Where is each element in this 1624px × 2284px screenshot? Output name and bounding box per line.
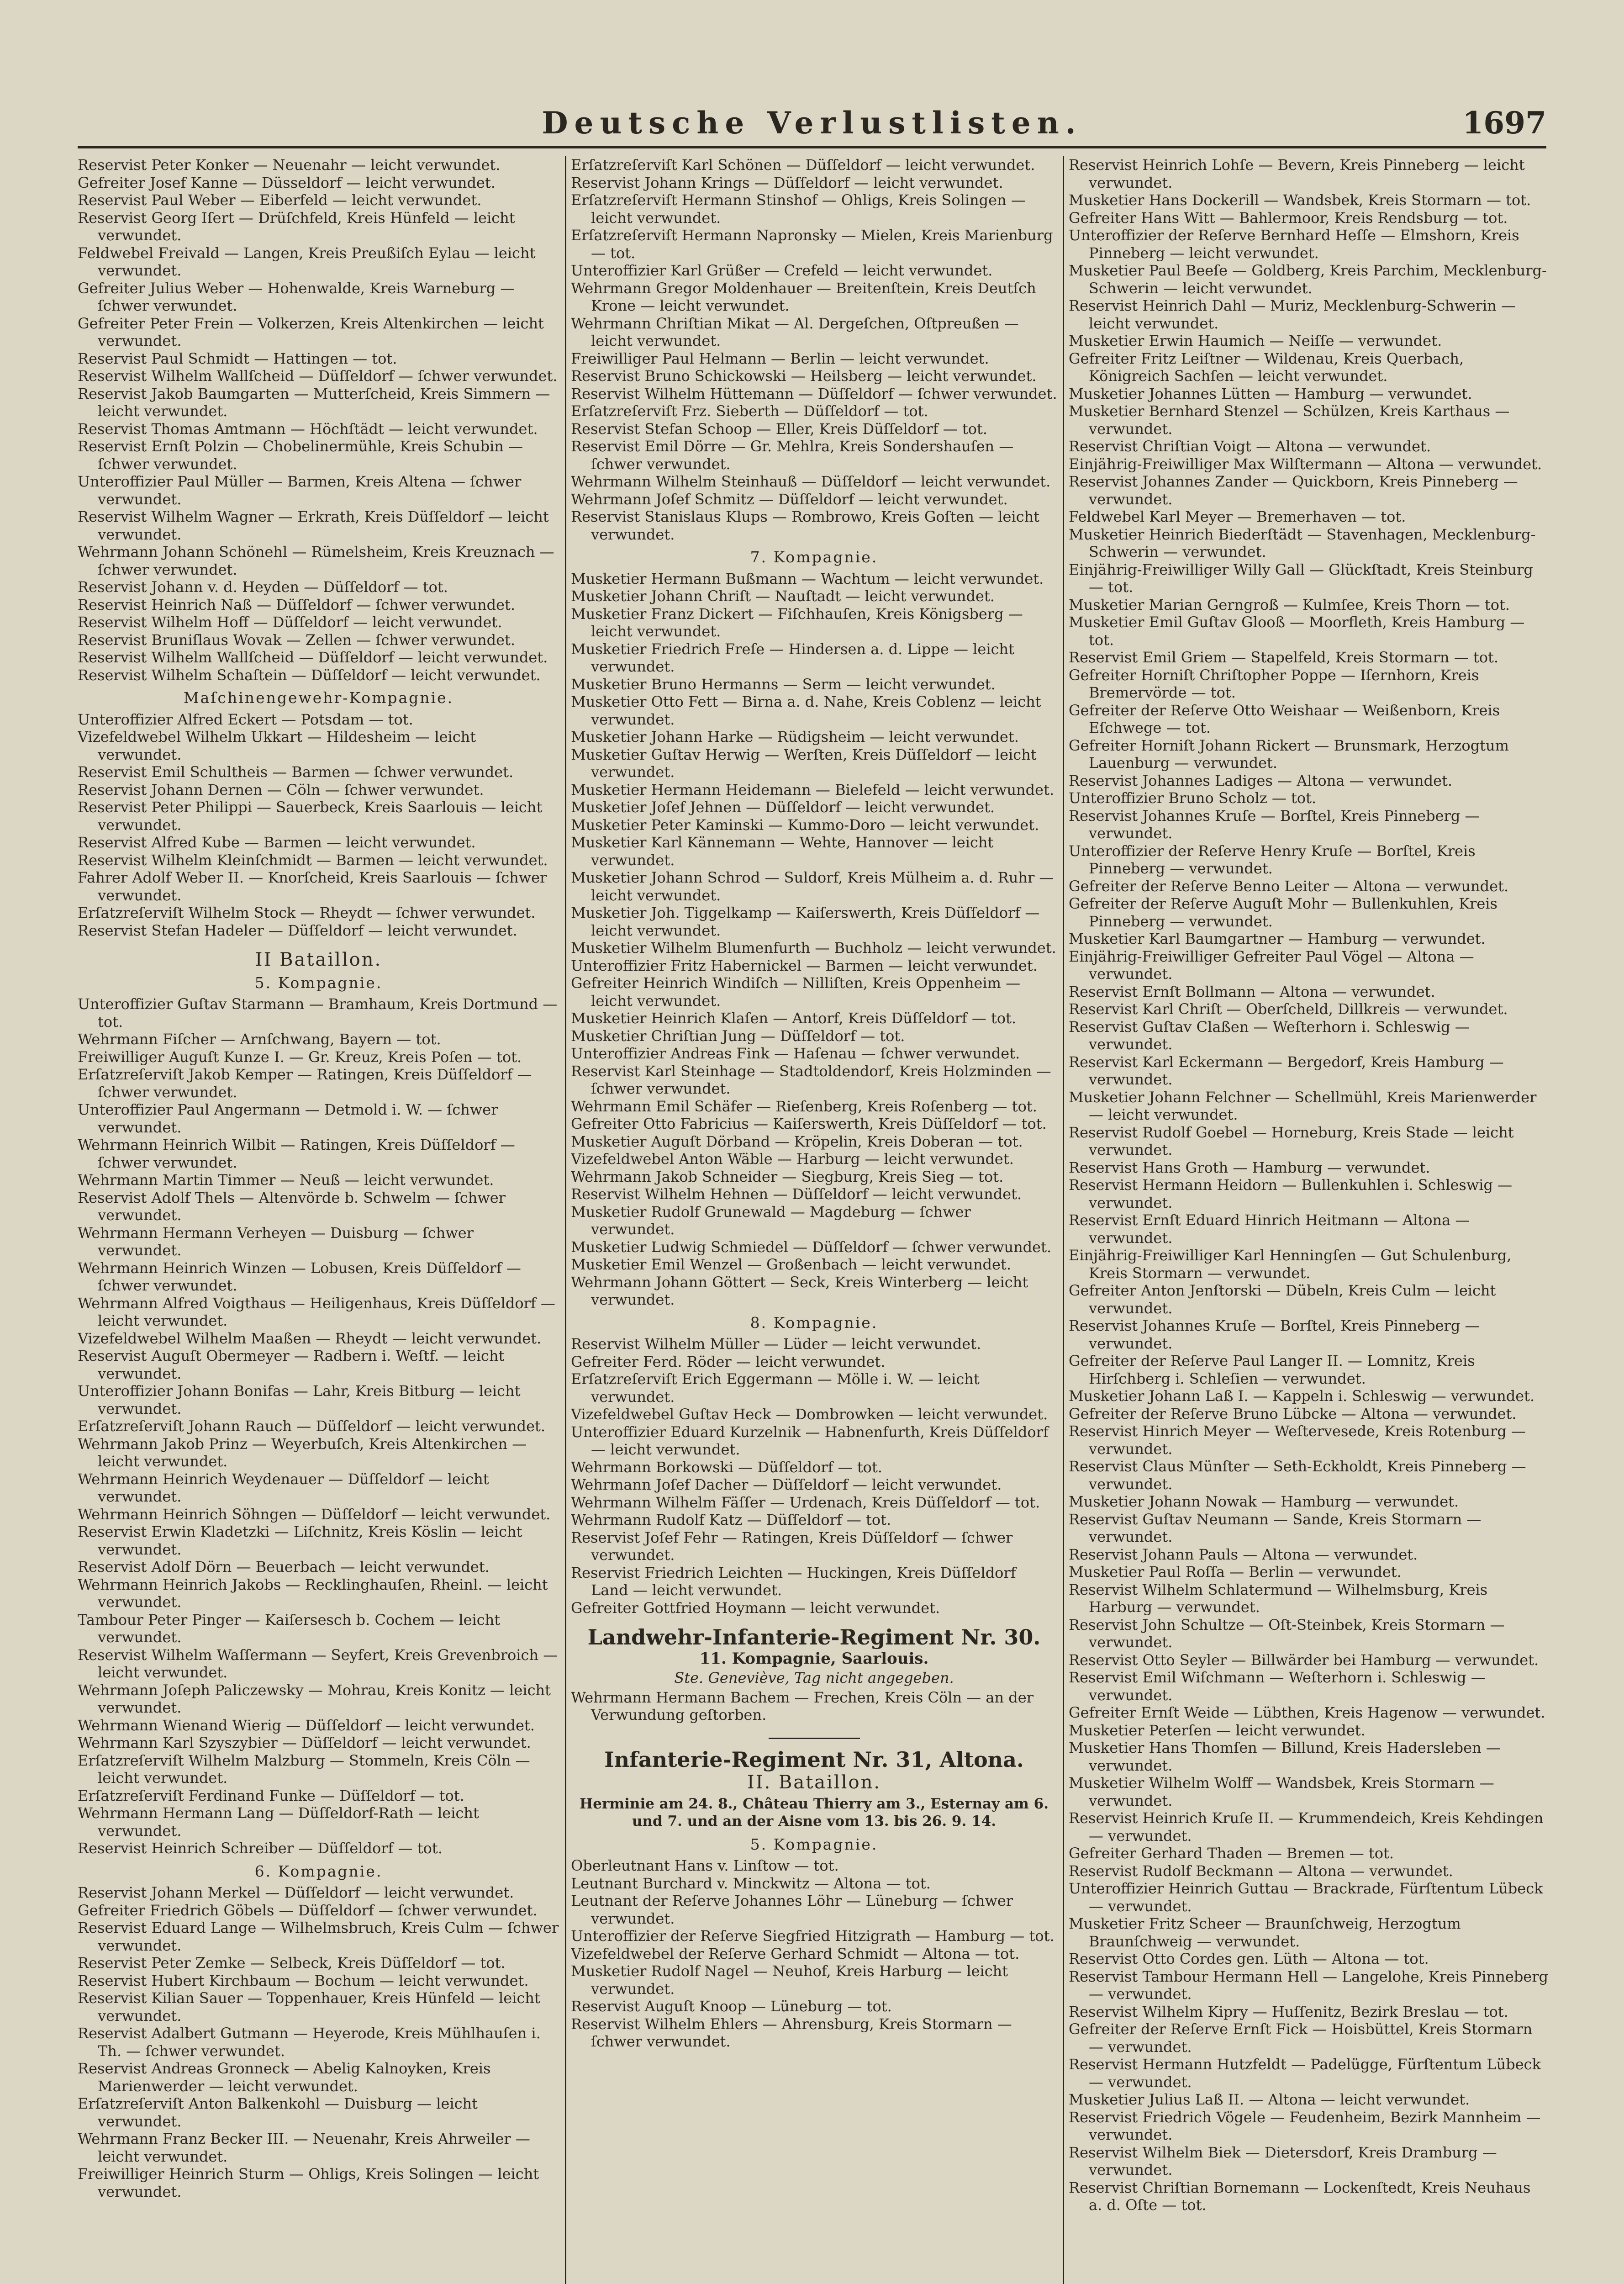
- casualty-entry: Reservist Johannes Kruſe — Borſtel, Kreis Pinneberg — verwundet.: [1069, 1317, 1480, 1352]
- casualty-entry: Musketier Guſtav Herwig — Werſten, Kreis Düſſeldorf — leicht verwundet.: [571, 745, 1037, 781]
- casualty-entry: Erſatzreſerviſt Hermann Stinshof — Ohligs, Kreis Solingen — leicht verwundet.: [571, 191, 1026, 227]
- casualty-entry: Reservist Emil Griem — Stapelfeld, Kreis Stormarn — tot.: [1069, 649, 1499, 666]
- casualty-entry: Musketier Otto Fett — Birna a. d. Nahe, Kreis Coblenz — leicht verwundet.: [571, 693, 1041, 728]
- casualty-entry: Reservist Thomas Amtmann — Höchſtädt — leicht verwundet.: [78, 420, 538, 438]
- casualty-entry: Einjährig-Freiwilliger Max Wilſtermann — Altona — verwundet.: [1069, 455, 1542, 473]
- casualty-entry: Wehrmann Franz Becker III. — Neuenahr, Kreis Ahrweiler — leicht verwundet.: [78, 2130, 530, 2165]
- casualty-entry: Reservist Georg Iſert — Drüſchfeld, Kreis Hünfeld — leicht verwundet.: [78, 209, 515, 244]
- casualty-entry: Musketier Friedrich Freſe — Hindersen a. d. Lippe — leicht verwundet.: [571, 640, 1014, 675]
- casualty-list: [78, 995, 559, 1857]
- casualty-entry: Reservist Johannes Zander — Quickborn, Kreis Pinneberg — verwundet.: [1069, 473, 1518, 508]
- casualty-entry: Reservist Guſtav Neumann — Sande, Kreis Stormarn — verwundet.: [1069, 1510, 1482, 1545]
- column-right: [1069, 156, 1548, 2284]
- casualty-list: [78, 711, 559, 940]
- casualty-list: [78, 1884, 559, 2200]
- page-number: 1697: [1462, 105, 1546, 141]
- casualty-entry: Musketier Bernhard Stenzel — Schülzen, Kreis Karthaus — verwundet.: [1069, 402, 1510, 438]
- casualty-entry: Unteroffizier Andreas Fink — Haſenau — ſchwer verwundet.: [571, 1045, 1020, 1062]
- casualty-entry: Vizefeldwebel Anton Wäble — Harburg — leicht verwundet.: [571, 1150, 1014, 1168]
- casualty-entry: Reservist Peter Zemke — Selbeck, Kreis Düſſeldorf — tot.: [78, 1954, 506, 1972]
- casualty-entry: Reservist Wilhelm Ehlers — Ahrensburg, Kreis Stormarn — ſchwer verwundet.: [571, 2015, 1012, 2050]
- casualty-entry: Vizefeldwebel Wilhelm Maaßen — Rheydt — leicht verwundet.: [78, 1329, 542, 1347]
- casualty-entry: Reservist Rudolf Beckmann — Altona — verwundet.: [1069, 1862, 1453, 1880]
- casualty-entry: Gefreiter Horniſt Chriſtopher Poppe — Iſernhorn, Kreis Bremervörde — tot.: [1069, 666, 1479, 701]
- column-rule-right: [1063, 156, 1064, 2284]
- casualty-entry: Gefreiter Friedrich Göbels — Düſſeldorf — ſchwer verwundet.: [78, 1901, 538, 1919]
- casualty-entry: Reservist Johann Pauls — Altona — verwundet.: [1069, 1545, 1418, 1563]
- casualty-entry: Reservist Wilhelm Hehnen — Düſſeldorf — leicht verwundet.: [571, 1185, 1022, 1203]
- regiment-heading: Infanterie-Regiment Nr. 31, Altona.: [604, 1747, 1024, 1772]
- casualty-entry: Einjährig-Freiwilliger Karl Henningſen — Gut Schulenburg, Kreis Stormarn — verwundet.: [1069, 1247, 1512, 1282]
- casualty-entry: Unteroffizier Guſtav Starmann — Bramhaum, Kreis Dortmund — tot.: [78, 995, 558, 1031]
- casualty-entry: Reservist Johann v. d. Heyden — Düſſeldorf — tot.: [78, 578, 448, 596]
- casualty-entry: Musketier Peter Kaminski — Kummo-Doro — leicht verwundet.: [571, 816, 1039, 834]
- casualty-entry: Reservist Hinrich Meyer — Weſtervesede, Kreis Rotenburg — verwundet.: [1069, 1422, 1526, 1458]
- casualty-entry: Tambour Peter Pinger — Kaiſersesch b. Cochem — leicht verwundet.: [78, 1611, 501, 1646]
- casualty-entry: Musketier Ludwig Schmiedel — Düſſeldorf — ſchwer verwundet.: [571, 1238, 1052, 1256]
- casualty-entry: Reservist Guſtav Claßen — Weſterhorn i. Schleswig — verwundet.: [1069, 1018, 1470, 1053]
- casualty-entry: Reservist Wilhelm Wallſcheid — Düſſeldorf — ſchwer verwundet.: [78, 367, 558, 385]
- page-title: Deutsche Verlustlisten.: [542, 105, 1082, 141]
- casualty-entry: Reservist Heinrich Kruſe II. — Krummendeich, Kreis Kehdingen — verwundet.: [1069, 1809, 1544, 1845]
- casualty-entry: Reservist Adolf Dörn — Beuerbach — leicht verwundet.: [78, 1558, 490, 1576]
- casualty-entry: Reservist Emil Wiſchmann — Weſterhorn i. Schleswig — verwundet.: [1069, 1669, 1486, 1704]
- casualty-entry: Reservist Auguſt Obermeyer — Radbern i. Weſtf. — leicht verwundet.: [78, 1347, 505, 1382]
- casualty-entry: Musketier Johann Schrod — Suldorf, Kreis Mülheim a. d. Ruhr — leicht verwundet.: [571, 869, 1054, 904]
- casualty-entry: Reservist Emil Dörre — Gr. Mehlra, Kreis Sondershauſen — ſchwer verwundet.: [571, 438, 1014, 473]
- casualty-entry: Reservist Rudolf Goebel — Horneburg, Kreis Stade — leicht verwundet.: [1069, 1123, 1514, 1158]
- casualty-entry: Gefreiter der Reſerve Bruno Lübcke — Altona — verwundet.: [1069, 1405, 1517, 1422]
- casualty-entry: Reservist Wilhelm Hüttemann — Düſſeldorf — ſchwer verwundet.: [571, 385, 1057, 402]
- battle-info: Ste. Geneviève, Tag nicht angegeben.: [674, 1669, 954, 1687]
- casualty-entry: Gefreiter Horniſt Johann Rickert — Brunsmark, Herzogtum Lauenburg — verwundet.: [1069, 736, 1509, 772]
- casualty-entry: Reservist Stefan Hadeler — Düſſeldorf — leicht verwundet.: [78, 921, 517, 939]
- casualty-entry: Musketier Wilhelm Wolff — Wandsbek, Kreis Stormarn — verwundet.: [1069, 1774, 1494, 1809]
- casualty-entry: Unteroffizier der Reſerve Henry Kruſe — Borſtel, Kreis Pinneberg — verwundet.: [1069, 842, 1476, 877]
- casualty-entry: Unteroffizier Eduard Kurzelnik — Habnenfurth, Kreis Düſſeldorf — leicht verwundet.: [571, 1423, 1049, 1458]
- casualty-entry: Reservist Heinrich Lohſe — Bevern, Kreis Pinneberg — leicht verwundet.: [1069, 156, 1525, 191]
- casualty-entry: Gefreiter Ernſt Weide — Lübthen, Kreis Hagenow — verwundet.: [1069, 1704, 1545, 1721]
- casualty-entry: Reservist Peter Philippi — Sauerbeck, Kreis Saarlouis — leicht verwundet.: [78, 798, 543, 834]
- casualty-entry: Wehrmann Rudolf Katz — Düſſeldorf — tot.: [571, 1511, 891, 1528]
- company-heading: 5. Kompagnie.: [750, 1835, 878, 1853]
- casualty-list: [571, 1335, 1057, 1617]
- casualty-entry: Gefreiter der Reſerve Auguſt Mohr — Bullenkuhlen, Kreis Pinneberg — verwundet.: [1069, 895, 1497, 930]
- casualty-entry: Unteroffizier Karl Grüßer — Crefeld — leicht verwundet.: [571, 262, 993, 279]
- casualty-entry: Erſatzreſerviſt Frz. Sieberth — Düſſeldorf — tot.: [571, 402, 928, 420]
- casualty-entry: Unteroffizier Paul Angermann — Detmold i. W. — ſchwer verwundet.: [78, 1101, 498, 1136]
- casualty-entry: Reservist Tambour Hermann Hell — Langelohe, Kreis Pinneberg — verwundet.: [1069, 1967, 1548, 2003]
- casualty-entry: Reservist Heinrich Dahl — Muriz, Mecklenburg-Schwerin — leicht verwundet.: [1069, 297, 1516, 332]
- casualty-entry: Wehrmann Wilhelm Steinhauß — Düſſeldorf — leicht verwundet.: [571, 473, 1051, 490]
- casualty-entry: Feldwebel Karl Meyer — Bremerhaven — tot.: [1069, 508, 1406, 525]
- casualty-entry: Musketier Paul Beeſe — Goldberg, Kreis Parchim, Mecklenburg-Schwerin — leicht verwundet.: [1069, 262, 1547, 297]
- casualty-entry: Vizefeldwebel der Reſerve Gerhard Schmidt — Altona — tot.: [571, 1945, 1020, 1962]
- casualty-entry: Musketier Erwin Haumich — Neiſſe — verwundet.: [1069, 332, 1442, 349]
- casualty-entry: Musketier Chriſtian Jung — Düſſeldorf — tot.: [571, 1027, 905, 1045]
- casualty-entry: Wehrmann Emil Schäfer — Rieſenberg, Kreis Roſenberg — tot.: [571, 1097, 1037, 1115]
- casualty-entry: Reservist Chriſtian Voigt — Altona — verwundet.: [1069, 438, 1431, 455]
- casualty-entry: Wehrmann Johann Göttert — Seck, Kreis Winterberg — leicht verwundet.: [571, 1273, 1028, 1308]
- casualty-entry: Vizefeldwebel Wilhelm Ukkart — Hildesheim — leicht verwundet.: [78, 728, 476, 763]
- casualty-entry: Gefreiter Gottfried Hoymann — leicht verwundet.: [571, 1599, 940, 1617]
- casualty-entry: Wehrmann Jakob Schneider — Siegburg, Kreis Sieg — tot.: [571, 1168, 1004, 1185]
- casualty-entry: Reservist Wilhelm Waſſermann — Seyfert, Kreis Grevenbroich — leicht verwundet.: [78, 1646, 558, 1681]
- casualty-entry: Reservist Kilian Sauer — Toppenhauer, Kreis Hünfeld — leicht verwundet.: [78, 1989, 540, 2025]
- casualty-entry: Wehrmann Heinrich Wilbit — Ratingen, Kreis Düſſeldorf — ſchwer verwundet.: [78, 1136, 515, 1171]
- casualty-entry: Freiwilliger Paul Helmann — Berlin — leicht verwundet.: [571, 349, 989, 367]
- casualty-list: [1069, 156, 1548, 2214]
- casualty-entry: Reservist Karl Eckermann — Bergedorf, Kreis Hamburg — verwundet.: [1069, 1053, 1504, 1088]
- casualty-entry: Musketier Hans Thomſen — Billund, Kreis Hadersleben — verwundet.: [1069, 1739, 1501, 1774]
- casualty-entry: Musketier Johann Felchner — Schellmühl, Kreis Marienwerder — leicht verwundet.: [1069, 1088, 1537, 1123]
- casualty-entry: Reservist Wilhelm Biek — Dietersdorf, Kreis Dramburg — verwundet.: [1069, 2143, 1497, 2178]
- casualty-entry: Unteroffizier Paul Müller — Barmen, Kreis Altena — ſchwer verwundet.: [78, 473, 522, 508]
- casualty-entry: Wehrmann Joſef Schmitz — Düſſeldorf — leicht verwundet.: [571, 490, 1008, 508]
- casualty-entry: Unteroffizier Johann Bonifas — Lahr, Kreis Bitburg — leicht verwundet.: [78, 1382, 521, 1417]
- casualty-entry: Wehrmann Chriſtian Mikat — Al. Dergeſchen, Oſtpreußen — leicht verwundet.: [571, 314, 1019, 349]
- casualty-entry: Erſatzreſerviſt Anton Balkenkohl — Duisburg — leicht verwundet.: [78, 2095, 478, 2130]
- casualty-entry: Musketier Bruno Hermanns — Serm — leicht verwundet.: [571, 675, 996, 693]
- casualty-entry: Reservist Johannes Kruſe — Borſtel, Kreis Pinneberg — verwundet.: [1069, 807, 1480, 842]
- casualty-entry: Reservist Andreas Gronneck — Abelig Kalnoyken, Kreis Marienwerder — leicht verwundet.: [78, 2060, 491, 2095]
- casualty-entry: Erſatzreſerviſt Johann Rauch — Düſſeldorf — leicht verwundet.: [78, 1417, 546, 1435]
- battalion-heading: II Bataillon.: [255, 949, 382, 970]
- casualty-entry: Musketier Johann Nowak — Hamburg — verwundet.: [1069, 1493, 1459, 1510]
- casualty-entry: Gefreiter der Reſerve Ernſt Fick — Hoisbüttel, Kreis Stormarn — verwundet.: [1069, 2020, 1533, 2056]
- casualty-entry: Reservist Wilhelm Wagner — Erkrath, Kreis Düſſeldorf — leicht verwundet.: [78, 508, 549, 543]
- casualty-entry: Reservist Peter Konker — Neuenahr — leicht verwundet.: [78, 156, 501, 174]
- casualty-entry: Erſatzreſerviſt Jakob Kemper — Ratingen, Kreis Düſſeldorf — ſchwer verwundet.: [78, 1066, 532, 1101]
- casualty-entry: Musketier Rudolf Grunewald — Magdeburg — ſchwer verwundet.: [571, 1203, 971, 1238]
- casualty-entry: Reservist Wilhelm Wallſcheid — Düſſeldorf — leicht verwundet.: [78, 649, 548, 666]
- casualty-entry: Reservist Bruniſlaus Wovak — Zellen — ſchwer verwundet.: [78, 631, 516, 649]
- casualty-entry: Reservist Hermann Heidorn — Bullenkuhlen i. Schleswig — verwundet.: [1069, 1176, 1513, 1211]
- casualty-entry: Reservist Hans Groth — Hamburg — verwundet.: [1069, 1158, 1430, 1176]
- casualty-entry: Musketier Joſef Jehnen — Düſſeldorf — leicht verwundet.: [571, 798, 995, 816]
- casualty-entry: Gefreiter der Reſerve Otto Weishaar — Weißenborn, Kreis Eſchwege — tot.: [1069, 701, 1500, 736]
- casualty-entry: Musketier Franz Dickert — Fiſchhauſen, Kreis Königsberg — leicht verwundet.: [571, 605, 1023, 640]
- casualty-entry: Gefreiter Heinrich Windiſch — Nilliſten, Kreis Oppenheim — leicht verwundet.: [571, 974, 1021, 1010]
- casualty-entry: Einjährig-Freiwilliger Willy Gall — Glückſtadt, Kreis Steinburg — tot.: [1069, 560, 1533, 596]
- casualty-entry: Oberleutnant Hans v. Linſtow — tot.: [571, 1857, 839, 1874]
- page-header: [78, 105, 1546, 148]
- casualty-entry: Reservist Wilhelm Schlatermund — Wilhelmsburg, Kreis Harburg — verwundet.: [1069, 1581, 1488, 1616]
- casualty-entry: Unteroffizier Alfred Eckert — Potsdam — tot.: [78, 710, 413, 728]
- casualty-entry: Wehrmann Karl Szyszybier — Düſſeldorf — leicht verwundet.: [78, 1734, 531, 1751]
- casualty-entry: Reservist Paul Weber — Eiberfeld — leicht verwundet.: [78, 191, 482, 209]
- casualty-entry: Reservist Adalbert Gutmann — Heyerode, Kreis Mühlhauſen i. Th. — ſchwer verwundet.: [78, 2025, 541, 2060]
- casualty-entry: Wehrmann Heinrich Söhngen — Düſſeldorf — leicht verwundet.: [78, 1505, 551, 1523]
- casualty-entry: Gefreiter Josef Kanne — Düsseldorf — leicht verwundet.: [78, 174, 496, 191]
- casualty-entry: Wehrmann Wienand Wierig — Düſſeldorf — leicht verwundet.: [78, 1716, 535, 1734]
- casualty-entry: Erſatzreſerviſt Erich Eggermann — Mölle i. W. — leicht verwundet.: [571, 1370, 980, 1406]
- casualty-entry: Gefreiter Gerhard Thaden — Bremen — tot.: [1069, 1845, 1394, 1862]
- casualty-list: [571, 1689, 1057, 1724]
- column-middle: [571, 156, 1057, 2284]
- casualty-entry: Wehrmann Joſef Dacher — Düſſeldorf — leicht verwundet.: [571, 1476, 1002, 1493]
- casualty-entry: Reservist Auguſt Knoop — Lüneburg — tot.: [571, 1998, 892, 2015]
- casualty-entry: Feldwebel Freivald — Langen, Kreis Preußiſch Eylau — leicht verwundet.: [78, 244, 536, 279]
- casualty-entry: Wehrmann Hermann Lang — Düſſeldorf-Rath — leicht verwundet.: [78, 1804, 479, 1840]
- casualty-entry: Musketier Johann Chriſt — Nauſtadt — leicht verwundet.: [571, 587, 995, 605]
- casualty-entry: Wehrmann Alfred Voigthaus — Heiligenhaus, Kreis Düſſeldorf — leicht verwundet.: [78, 1294, 555, 1329]
- casualty-entry: Erſatzreſerviſt Karl Schönen — Düſſeldorf — leicht verwundet.: [571, 156, 1035, 174]
- casualty-entry: Wehrmann Borkowski — Düſſeldorf — tot.: [571, 1458, 882, 1476]
- casualty-entry: Erſatzreſerviſt Wilhelm Stock — Rheydt — ſchwer verwundet.: [78, 904, 536, 921]
- casualty-entry: Reservist Friedrich Vögele — Feudenheim, Bezirk Mannheim — verwundet.: [1069, 2108, 1541, 2143]
- company-heading: 8. Kompagnie.: [750, 1313, 878, 1332]
- casualty-entry: Reservist Jakob Baumgarten — Mutterſcheid, Kreis Simmern — leicht verwundet.: [78, 385, 550, 420]
- casualty-entry: Wehrmann Joſeph Paliczewsky — Mohrau, Kreis Konitz — leicht verwundet.: [78, 1681, 551, 1716]
- casualty-entry: Gefreiter Julius Weber — Hohenwalde, Kreis Warneburg — ſchwer verwundet.: [78, 279, 515, 314]
- casualty-entry: Erſatzreſerviſt Hermann Napronsky — Mielen, Kreis Marienburg — tot.: [571, 227, 1053, 262]
- company-heading: 6. Kompagnie.: [254, 1862, 383, 1880]
- casualty-entry: Musketier Marian Gerngroß — Kulmſee, Kreis Thorn — tot.: [1069, 596, 1510, 613]
- casualty-entry: Musketier Karl Kännemann — Wehte, Hannover — leicht verwundet.: [571, 834, 994, 869]
- casualty-entry: Wehrmann Fiſcher — Arnſchwang, Bayern — tot.: [78, 1031, 441, 1048]
- battle-info: Herminie am 24. 8., Château Thierry am 3., Esternay am 6. und 7. und an der Aisne vom 13. bis 26. 9. 14.: [580, 1795, 1049, 1829]
- casualty-entry: Reservist Joſef Fehr — Ratingen, Kreis Düſſeldorf — ſchwer verwundet.: [571, 1528, 1013, 1564]
- casualty-entry: Wehrmann Heinrich Jakobs — Recklinghauſen, Rheinl. — leicht verwundet.: [78, 1576, 548, 1611]
- casualty-entry: Reservist Wilhelm Hoff — Düſſeldorf — leicht verwundet.: [78, 613, 502, 631]
- casualty-entry: Reservist Ernſt Bollmann — Altona — verwundet.: [1069, 983, 1435, 1000]
- casualty-entry: Musketier Joh. Tiggelkamp — Kaiſerswerth, Kreis Düſſeldorf — leicht verwundet.: [571, 904, 1040, 939]
- casualty-entry: Freiwilliger Auguſt Kunze I. — Gr. Kreuz, Kreis Poſen — tot.: [78, 1048, 522, 1066]
- casualty-entry: Reservist Hubert Kirchbaum — Bochum — leicht verwundet.: [78, 1972, 529, 1989]
- casualty-entry: Gefreiter der Reſerve Paul Langer II. — Lomnitz, Kreis Hirſchberg i. Schleſien — verwundet.: [1069, 1352, 1475, 1387]
- casualty-entry: Reservist Karl Chriſt — Oberſcheld, Dillkreis — verwundet.: [1069, 1000, 1508, 1018]
- casualty-entry: Musketier Hermann Heidemann — Bielefeld — leicht verwundet.: [571, 781, 1055, 798]
- casualty-entry: Reservist Wilhelm Schaſtein — Düſſeldorf — leicht verwundet.: [78, 666, 541, 684]
- casualty-entry: Reservist Heinrich Naß — Düſſeldorf — ſchwer verwundet.: [78, 596, 516, 613]
- casualty-entry: Reservist Adolf Thels — Altenvörde b. Schwelm — ſchwer verwundet.: [78, 1189, 506, 1224]
- company-heading: 7. Kompagnie.: [750, 548, 878, 566]
- casualty-entry: Reservist Chriſtian Bornemann — Lockenſtedt, Kreis Neuhaus a. d. Oſte — tot.: [1069, 2178, 1531, 2214]
- casualty-entry: Leutnant der Reſerve Johannes Löhr — Lüneburg — ſchwer verwundet.: [571, 1892, 1013, 1927]
- casualty-entry: Musketier Heinrich Biederſtädt — Stavenhagen, Mecklenburg-Schwerin — verwundet.: [1069, 525, 1536, 560]
- casualty-entry: Wehrmann Johann Schönehl — Rümelsheim, Kreis Kreuznach — ſchwer verwundet.: [78, 543, 554, 578]
- casualty-entry: Unteroffizier Fritz Habernickel — Barmen — leicht verwundet.: [571, 957, 1038, 974]
- casualty-entry: Reservist Paul Schmidt — Hattingen — tot.: [78, 349, 397, 367]
- casualty-entry: Vizefeldwebel Guſtav Heck — Dombrowken — leicht verwundet.: [571, 1406, 1048, 1423]
- casualty-entry: Reservist Bruno Schickowski — Heilsberg — leicht verwundet.: [571, 367, 1037, 385]
- casualty-entry: Erſatzreſerviſt Ferdinand Funke — Düſſeldorf — tot.: [78, 1787, 464, 1804]
- casualty-entry: Unteroffizier Heinrich Guttau — Brackrade, Fürſtentum Lübeck — verwundet.: [1069, 1880, 1543, 1915]
- casualty-entry: Musketier Fritz Scheer — Braunſchweig, Herzogtum Braunſchweig — verwundet.: [1069, 1915, 1461, 1950]
- casualty-entry: Reservist Alfred Kube — Barmen — leicht verwundet.: [78, 834, 476, 851]
- casualty-entry: Reservist Hermann Hutzfeldt — Padelügge, Fürſtentum Lübeck — verwundet.: [1069, 2056, 1541, 2091]
- company-heading: Maſchinengewehr-Kompagnie.: [183, 689, 454, 707]
- casualty-entry: Wehrmann Martin Timmer — Neuß — leicht verwundet.: [78, 1171, 494, 1189]
- casualty-entry: Unteroffizier der Reſerve Siegfried Hitzigrath — Hamburg — tot.: [571, 1927, 1055, 1945]
- casualty-entry: Musketier Julius Laß II. — Altona — leicht verwundet.: [1069, 2091, 1470, 2108]
- casualty-entry: Musketier Hermann Bußmann — Wachtum — leicht verwundet.: [571, 570, 1044, 587]
- casualty-entry: Wehrmann Heinrich Weydenauer — Düſſeldorf — leicht verwundet.: [78, 1470, 489, 1505]
- casualty-entry: Reservist Otto Cordes gen. Lüth — Altona — tot.: [1069, 1950, 1429, 1967]
- casualty-entry: Fahrer Adolf Weber II. — Knorſcheid, Kreis Saarlouis — ſchwer verwundet.: [78, 869, 547, 904]
- casualty-entry: Gefreiter Fritz Leiſtner — Wildenau, Kreis Querbach, Königreich Sachſen — leicht verwundet.: [1069, 349, 1464, 385]
- casualty-entry: Wehrmann Heinrich Winzen — Lobusen, Kreis Düſſeldorf — ſchwer verwundet.: [78, 1259, 521, 1294]
- casualty-entry: Wehrmann Hermann Bachem — Frechen, Kreis Cöln — an der Verwundung geſtorben.: [571, 1688, 1033, 1724]
- casualty-entry: Reservist Otto Seyler — Billwärder bei Hamburg — verwundet.: [1069, 1651, 1539, 1669]
- casualty-entry: Musketier Auguſt Dörband — Kröpelin, Kreis Doberan — tot.: [571, 1132, 1023, 1150]
- casualty-entry: Unteroffizier Bruno Scholz — tot.: [1069, 789, 1317, 807]
- casualty-entry: Gefreiter der Reſerve Benno Leiter — Altona — verwundet.: [1069, 877, 1509, 895]
- casualty-entry: Reservist Johannes Ladiges — Altona — verwundet.: [1069, 772, 1453, 789]
- casualty-entry: Gefreiter Anton Jenſtorski — Dübeln, Kreis Culm — leicht verwundet.: [1069, 1282, 1496, 1317]
- casualty-entry: Reservist Stefan Schoop — Eller, Kreis Düſſeldorf — tot.: [571, 420, 988, 438]
- casualty-entry: Musketier Hans Dockerill — Wandsbek, Kreis Stormarn — tot.: [1069, 191, 1531, 209]
- casualty-entry: Reservist Karl Steinhage — Stadtoldendorf, Kreis Holzminden — ſchwer verwundet.: [571, 1062, 1051, 1097]
- casualty-entry: Musketier Wilhelm Blumenfurth — Buchholz — leicht verwundet.: [571, 939, 1056, 957]
- casualty-entry: Musketier Johann Harke — Rüdigsheim — leicht verwundet.: [571, 728, 1019, 745]
- casualty-entry: Musketier Paul Roſſa — Berlin — verwundet.: [1069, 1563, 1402, 1581]
- casualty-entry: Einjährig-Freiwilliger Gefreiter Paul Vögel — Altona — verwundet.: [1069, 947, 1474, 983]
- regiment-heading: Landwehr-Infanterie-Regiment Nr. 30.: [587, 1625, 1041, 1650]
- company-heading: 5. Kompagnie.: [254, 973, 383, 992]
- casualty-entry: Reservist Wilhelm Kipry — Huſſenitz, Bezirk Breslau — tot.: [1069, 2003, 1508, 2020]
- casualty-entry: Wehrmann Gregor Moldenhauer — Breitenſtein, Kreis Deutſch Krone — leicht verwundet.: [571, 279, 1036, 314]
- casualty-entry: Reservist Johann Krings — Düſſeldorf — leicht verwundet.: [571, 174, 1003, 191]
- casualty-entry: Reservist Friedrich Leichten — Huckingen, Kreis Düſſeldorf Land — leicht verwundet.: [571, 1564, 1016, 1599]
- casualty-list: [571, 570, 1057, 1309]
- casualty-entry: Reservist Heinrich Schreiber — Düſſeldorf — tot.: [78, 1840, 443, 1857]
- casualty-list: [571, 1857, 1057, 2051]
- column-left: [78, 156, 559, 2284]
- casualty-entry: Gefreiter Ferd. Röder — leicht verwundet.: [571, 1353, 886, 1370]
- casualty-entry: Unteroffizier der Reſerve Bernhard Heſſe — Elmshorn, Kreis Pinneberg — leicht verwundet.: [1069, 227, 1519, 262]
- casualty-list: [571, 156, 1057, 543]
- casualty-entry: Gefreiter Otto Fabricius — Kaiſerswerth, Kreis Düſſeldorf — tot.: [571, 1115, 1047, 1132]
- casualty-entry: Musketier Emil Guſtav Glooß — Moorfleth, Kreis Hamburg — tot.: [1069, 613, 1525, 649]
- casualty-entry: Wehrmann Hermann Verheyen — Duisburg — ſchwer verwundet.: [78, 1224, 474, 1259]
- casualty-entry: Gefreiter Hans Witt — Bahlermoor, Kreis Rendsburg — tot.: [1069, 209, 1508, 227]
- casualty-entry: Reservist Johann Dernen — Cöln — ſchwer verwundet.: [78, 781, 484, 798]
- casualty-entry: Musketier Johannes Lütten — Hamburg — verwundet.: [1069, 385, 1472, 402]
- casualty-entry: Wehrmann Jakob Prinz — Weyerbuſch, Kreis Altenkirchen — leicht verwundet.: [78, 1435, 527, 1470]
- battalion-heading: II. Bataillon.: [747, 1772, 881, 1793]
- casualty-entry: Reservist Eduard Lange — Wilhelmsbruch, Kreis Culm — ſchwer verwundet.: [78, 1919, 559, 1954]
- casualty-entry: Reservist Claus Münſter — Seth-Eckholdt, Kreis Pinneberg — verwundet.: [1069, 1458, 1526, 1493]
- casualty-entry: Freiwilliger Heinrich Sturm — Ohligs, Kreis Solingen — leicht verwundet.: [78, 2165, 539, 2200]
- casualty-list: [78, 156, 559, 684]
- casualty-entry: Reservist Wilhelm Kleinſchmidt — Barmen — leicht verwundet.: [78, 851, 548, 869]
- casualty-entry: Reservist John Schultze — Oſt-Steinbek, Kreis Stormarn — verwundet.: [1069, 1616, 1505, 1651]
- casualty-entry: Musketier Rudolf Nagel — Neuhof, Kreis Harburg — leicht verwundet.: [571, 1962, 1008, 1998]
- section-divider: [769, 1738, 860, 1739]
- casualty-entry: Wehrmann Wilhelm Fäſſer — Urdenach, Kreis Düſſeldorf — tot.: [571, 1493, 1040, 1511]
- casualty-entry: Musketier Johann Laß I. — Kappeln i. Schleswig — verwundet.: [1069, 1387, 1535, 1405]
- column-rule-left: [565, 156, 566, 2284]
- casualty-entry: Reservist Emil Schultheis — Barmen — ſchwer verwundet.: [78, 763, 514, 781]
- casualty-entry: Gefreiter Peter Frein — Volkerzen, Kreis Altenkirchen — leicht verwundet.: [78, 314, 544, 349]
- casualty-entry: Reservist Ernſt Eduard Hinrich Heitmann — Altona — verwundet.: [1069, 1211, 1470, 1247]
- casualty-entry: Reservist Johann Merkel — Düſſeldorf — leicht verwundet.: [78, 1884, 514, 1901]
- casualty-entry: Musketier Heinrich Klaſen — Antorf, Kreis Düſſeldorf — tot.: [571, 1010, 1017, 1027]
- casualty-entry: Reservist Erwin Kladetzki — Liſchnitz, Kreis Köslin — leicht verwundet.: [78, 1523, 522, 1558]
- casualty-entry: Musketier Emil Wenzel — Großenbach — leicht verwundet.: [571, 1256, 1011, 1273]
- casualty-entry: Leutnant Burchard v. Minckwitz — Altona — tot.: [571, 1874, 931, 1892]
- casualty-entry: Reservist Ernſt Polzin — Chobelinermühle, Kreis Schubin — ſchwer verwundet.: [78, 438, 523, 473]
- casualty-entry: Erſatzreſerviſt Wilhelm Malzburg — Stommeln, Kreis Cöln — leicht verwundet.: [78, 1751, 530, 1787]
- company-subheading: 11. Kompagnie, Saarlouis.: [699, 1649, 929, 1668]
- casualty-entry: Reservist Wilhelm Müller — Lüder — leicht verwundet.: [571, 1335, 981, 1353]
- casualty-entry: Musketier Karl Baumgartner — Hamburg — verwundet.: [1069, 930, 1486, 947]
- casualty-entry: Reservist Stanislaus Klups — Rombrowo, Kreis Goſten — leicht verwundet.: [571, 508, 1040, 543]
- casualty-entry: Musketier Peterſen — leicht verwundet.: [1069, 1721, 1366, 1739]
